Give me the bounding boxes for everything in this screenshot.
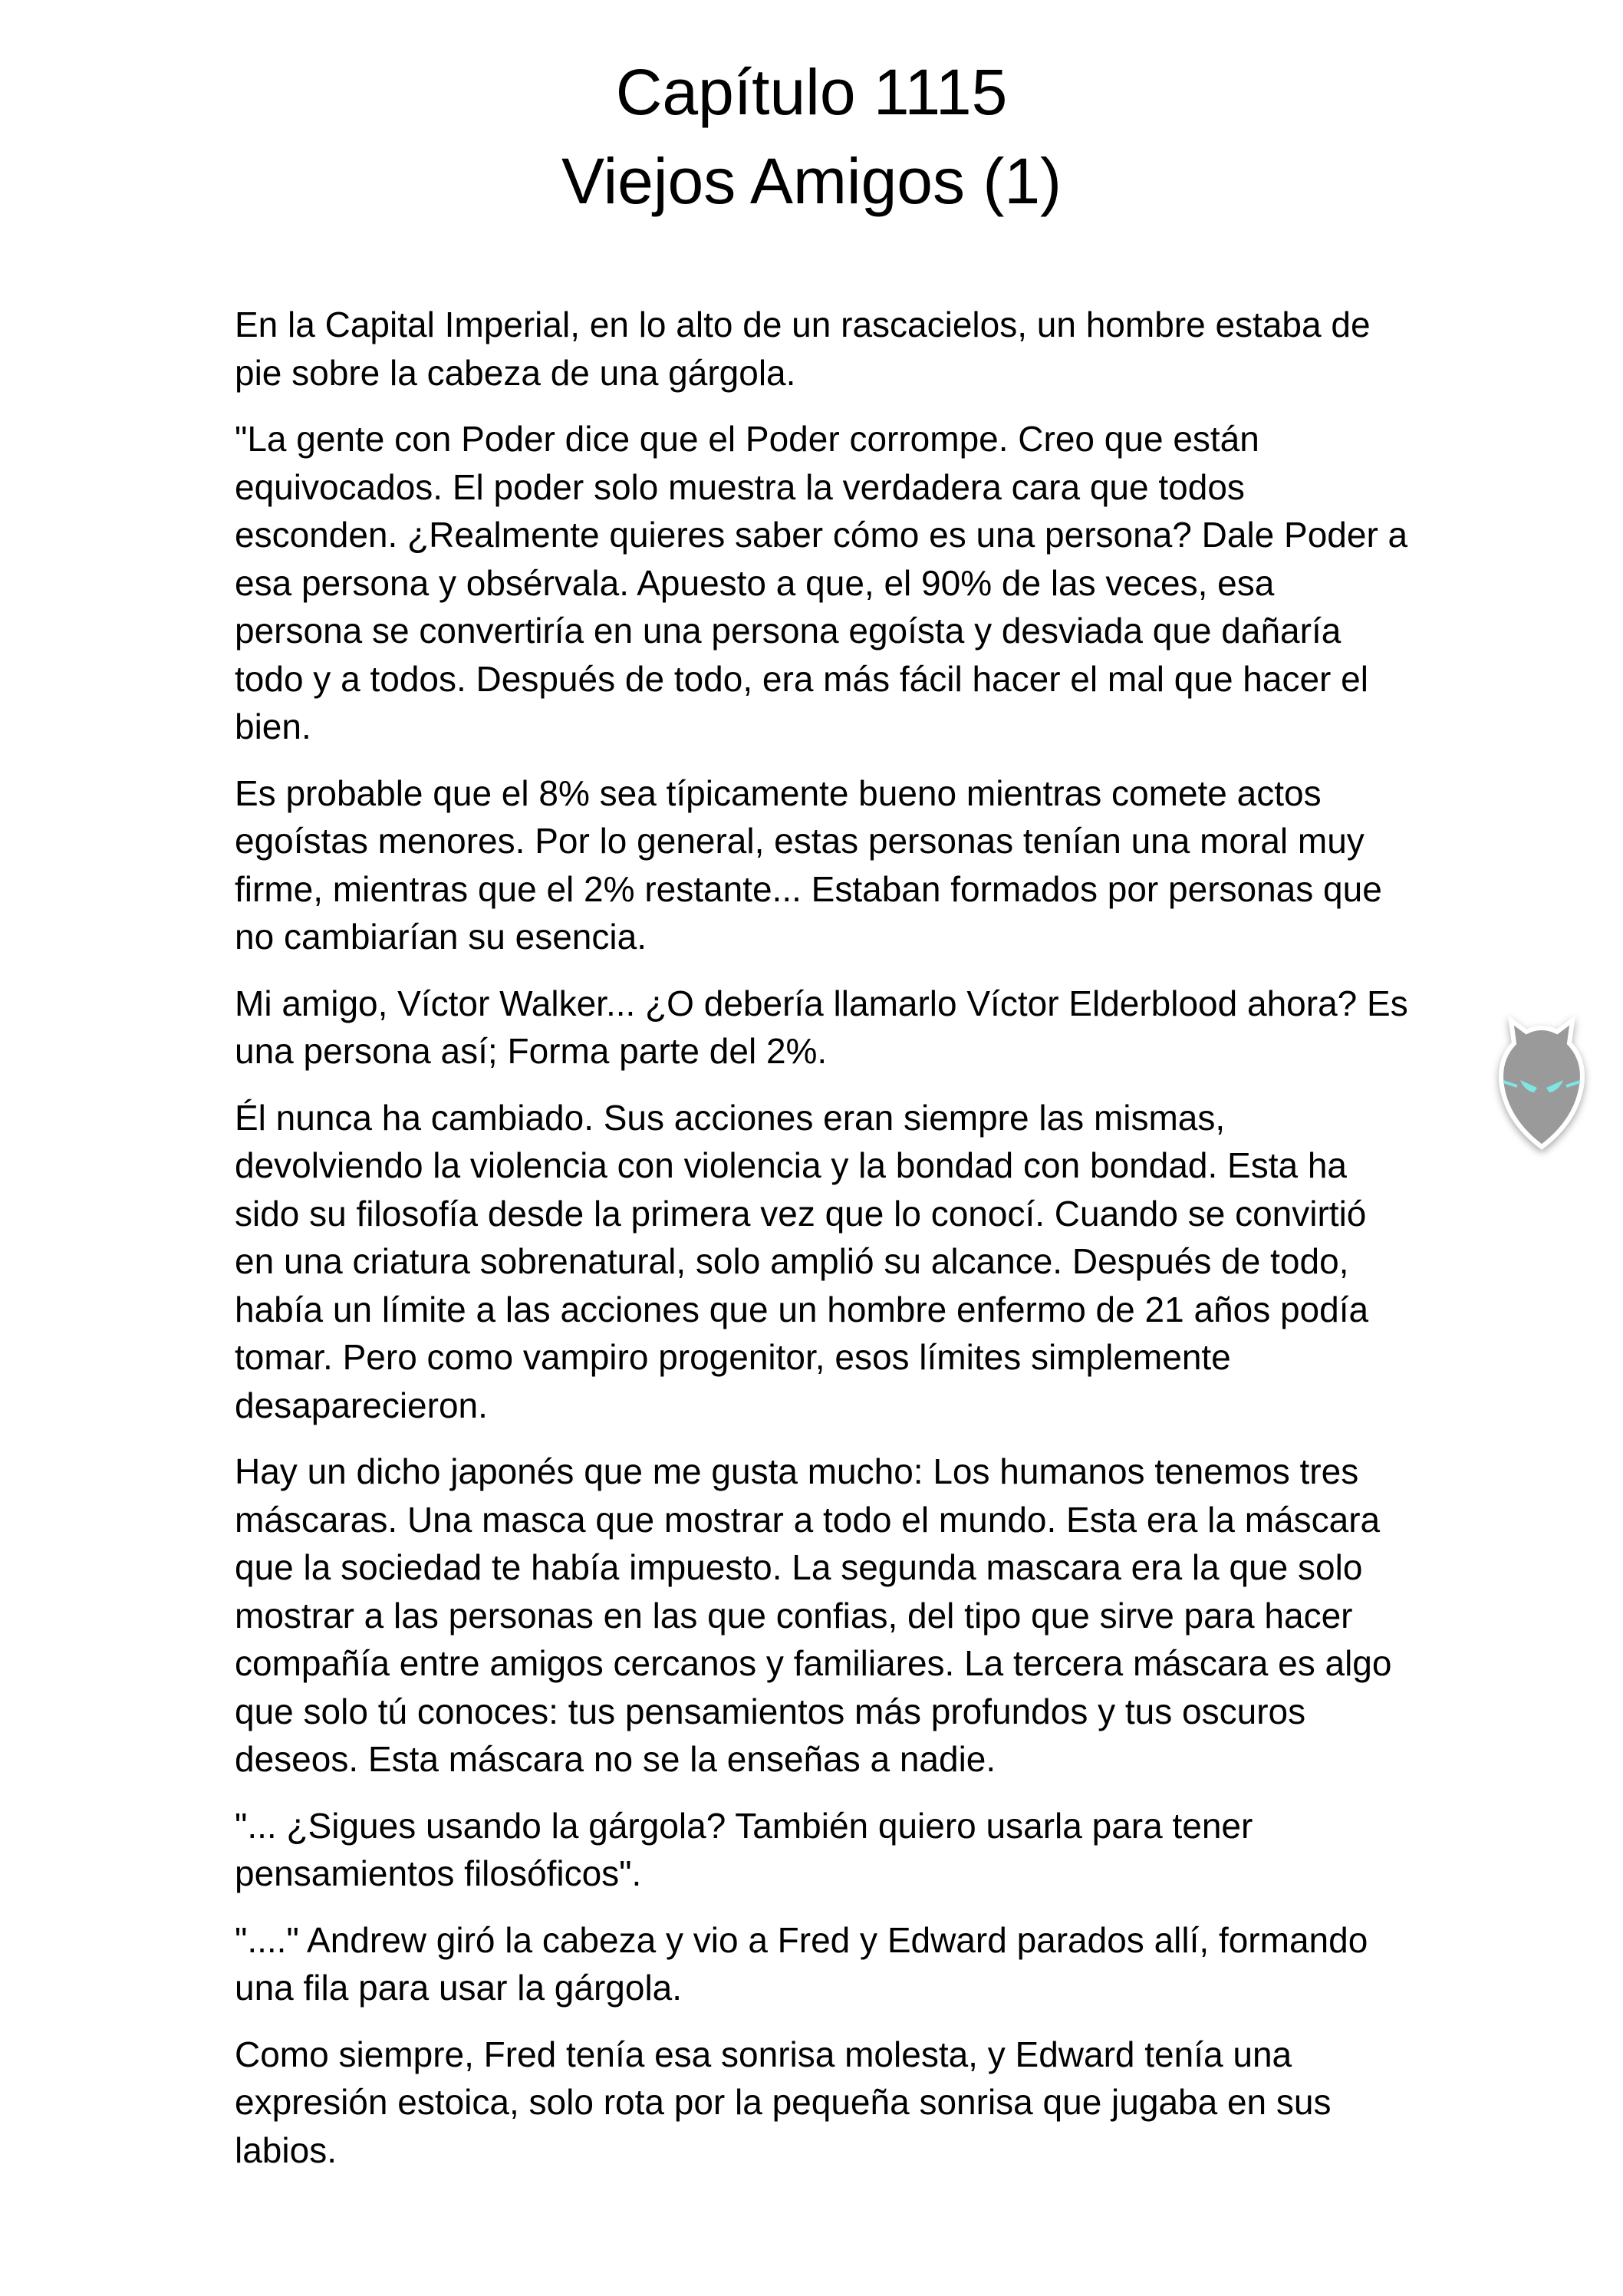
demon-head-icon: [1473, 990, 1611, 1166]
chapter-body: [235, 301, 1408, 2192]
paragraph: En la Capital Imperial, en lo alto de un rascacielos, un hombre estaba de pie sobre la cabeza de una gárgola.: [235, 305, 1371, 393]
paragraph: Hay un dicho japonés que me gusta mucho: Los humanos tenemos tres máscaras. Una masca que mostrar a todo el mundo. Esta era la máscara que la sociedad te había impuesto. La segunda mascara era la que solo mostrar a las personas en las que confias, del tipo que sirve para hacer compañía entre amigos cercanos y familiares. La tercera máscara es algo que solo tú conoces: tus pensamientos más profundos y tus oscuros deseos. Esta máscara no se la enseñas a nadie.: [235, 1451, 1392, 1779]
chapter-header: [0, 48, 1623, 226]
paragraph: Es probable que el 8% sea típicamente bueno mientras comete actos egoístas menores. Por lo general, estas personas tenían una moral muy firme, mientras que el 2% restante... Estaban formados por personas que no cambiarían su esencia.: [235, 772, 1382, 957]
paragraph: "...." Andrew giró la cabeza y vio a Fred y Edward parados allí, formando una fila para usar la gárgola.: [235, 1919, 1368, 2008]
chapter-number: Capítulo 1115: [615, 56, 1008, 128]
paragraph: Mi amigo, Víctor Walker... ¿O debería llamarlo Víctor Elderblood ahora? Es una persona así; Forma parte del 2%.: [235, 983, 1408, 1071]
paragraph: "La gente con Poder dice que el Poder corrompe. Creo que están equivocados. El poder solo muestra la verdadera cara que todos esconden. ¿Realmente quieres saber cómo es una persona? Dale Poder a esa persona y obsérvala. Apuesto a que, el 90% de las veces, esa persona se convertiría en una persona egoísta y desviada que dañaría todo y a todos. Después de todo, era más fácil hacer el mal que hacer el bien.: [235, 419, 1408, 746]
chapter-title: Viejos Amigos (1): [561, 145, 1062, 217]
paragraph: Él nunca ha cambiado. Sus acciones eran siempre las mismas, devolviendo la violencia con violencia y la bondad con bondad. Esta ha sido su filosofía desde la primera vez que lo conocí. Cuando se convirtió en una criatura sobrenatural, solo amplió su alcance. Después de todo, había un límite a las acciones que un hombre enfermo de 21 años podía tomar. Pero como vampiro progenitor, esos límites simplemente desaparecieron.: [235, 1097, 1369, 1425]
paragraph: Como siempre, Fred tenía esa sonrisa molesta, y Edward tenía una expresión estoica, solo rota por la pequeña sonrisa que jugaba en sus labios.: [235, 2034, 1332, 2170]
paragraph: "... ¿Sigues usando la gárgola? También quiero usarla para tener pensamientos filosóficos".: [235, 1805, 1253, 1893]
